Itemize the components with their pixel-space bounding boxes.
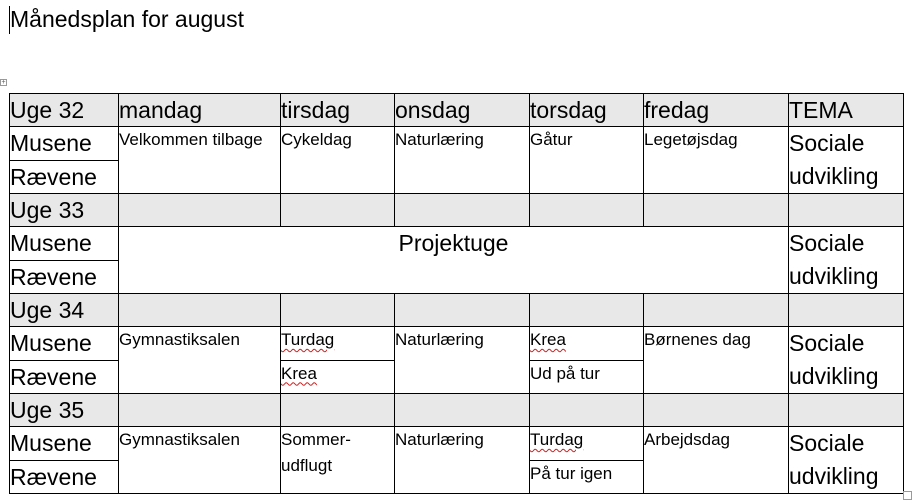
week-header-row	[10, 94, 904, 127]
cell-tema[interactable]: Sociale udvikling	[789, 327, 904, 394]
cell-torsdag[interactable]: Gåtur	[530, 127, 644, 194]
empty-header-cell[interactable]	[119, 394, 281, 427]
week-header-row	[10, 294, 904, 327]
week-header-row	[10, 394, 904, 427]
cell-tirsdag[interactable]: Cykeldag	[281, 127, 395, 194]
table-resize-handle[interactable]	[903, 491, 912, 500]
cell-torsdag-raevene[interactable]: På tur igen	[530, 460, 644, 494]
group-musene[interactable]: Musene	[10, 427, 119, 461]
empty-header-cell[interactable]	[644, 194, 789, 227]
group-musene[interactable]: Musene	[10, 327, 119, 361]
empty-header-cell[interactable]	[281, 194, 395, 227]
cell-onsdag[interactable]: Naturlæring	[395, 427, 530, 494]
week-label[interactable]: Uge 33	[10, 194, 119, 227]
group-row	[10, 227, 904, 261]
day-header-tirsdag[interactable]: tirsdag	[281, 94, 395, 127]
empty-header-cell[interactable]	[395, 194, 530, 227]
group-row	[10, 427, 904, 461]
cell-torsdag-raevene[interactable]: Ud på tur	[530, 360, 644, 394]
cell-tema[interactable]: Sociale udvikling	[789, 427, 904, 494]
empty-header-cell[interactable]	[395, 394, 530, 427]
cell-tema[interactable]: Sociale udvikling	[789, 127, 904, 194]
cell-tirsdag-musene[interactable]	[281, 327, 395, 361]
day-header-tema[interactable]: TEMA	[789, 94, 904, 127]
table-move-handle-icon[interactable]: +	[1, 79, 6, 86]
empty-header-cell[interactable]	[119, 194, 281, 227]
cell-onsdag[interactable]: Naturlæring	[395, 127, 530, 194]
empty-header-cell[interactable]	[789, 394, 904, 427]
project-week-cell[interactable]: Projektuge	[119, 227, 789, 294]
cell-mandag[interactable]: Gymnastiksalen	[119, 327, 281, 394]
group-musene[interactable]: Musene	[10, 227, 119, 261]
document-title[interactable]: Månedsplan for august	[10, 6, 244, 32]
day-header-onsdag[interactable]: onsdag	[395, 94, 530, 127]
week-label[interactable]: Uge 35	[10, 394, 119, 427]
group-row	[10, 127, 904, 161]
empty-header-cell[interactable]	[395, 294, 530, 327]
cell-fredag[interactable]: Børnenes dag	[644, 327, 789, 394]
cell-fredag[interactable]: Arbejdsdag	[644, 427, 789, 494]
day-header-mandag[interactable]: mandag	[119, 94, 281, 127]
empty-header-cell[interactable]	[530, 194, 644, 227]
empty-header-cell[interactable]	[530, 394, 644, 427]
cell-text: Turdag	[281, 330, 335, 349]
day-header-torsdag[interactable]: torsdag	[530, 94, 644, 127]
empty-header-cell[interactable]	[789, 194, 904, 227]
monthly-plan-table[interactable]	[9, 93, 904, 494]
cell-tema[interactable]: Sociale udvikling	[789, 227, 904, 294]
empty-header-cell[interactable]	[530, 294, 644, 327]
group-raevene[interactable]: Rævene	[10, 260, 119, 294]
week-label[interactable]: Uge 32	[10, 94, 119, 127]
cell-torsdag-musene[interactable]	[530, 427, 644, 461]
cell-onsdag[interactable]: Naturlæring	[395, 327, 530, 394]
empty-header-cell[interactable]	[281, 294, 395, 327]
cell-fredag[interactable]: Legetøjsdag	[644, 127, 789, 194]
empty-header-cell[interactable]	[119, 294, 281, 327]
cell-mandag[interactable]: Velkommen tilbage	[119, 127, 281, 194]
cell-tirsdag[interactable]: Sommer-udflugt	[281, 427, 395, 494]
week-label[interactable]: Uge 34	[10, 294, 119, 327]
cell-text: Krea	[530, 330, 566, 349]
cell-tirsdag-raevene[interactable]	[281, 360, 395, 394]
empty-header-cell[interactable]	[644, 294, 789, 327]
empty-header-cell[interactable]	[644, 394, 789, 427]
empty-header-cell[interactable]	[789, 294, 904, 327]
cell-torsdag-musene[interactable]	[530, 327, 644, 361]
cell-mandag[interactable]: Gymnastiksalen	[119, 427, 281, 494]
group-raevene[interactable]: Rævene	[10, 460, 119, 494]
week-header-row	[10, 194, 904, 227]
group-musene[interactable]: Musene	[10, 127, 119, 161]
cell-text: Turdag	[530, 430, 584, 449]
group-row	[10, 327, 904, 361]
empty-header-cell[interactable]	[281, 394, 395, 427]
group-raevene[interactable]: Rævene	[10, 360, 119, 394]
cell-text: Krea	[281, 363, 317, 383]
group-raevene[interactable]: Rævene	[10, 160, 119, 194]
day-header-fredag[interactable]: fredag	[644, 94, 789, 127]
